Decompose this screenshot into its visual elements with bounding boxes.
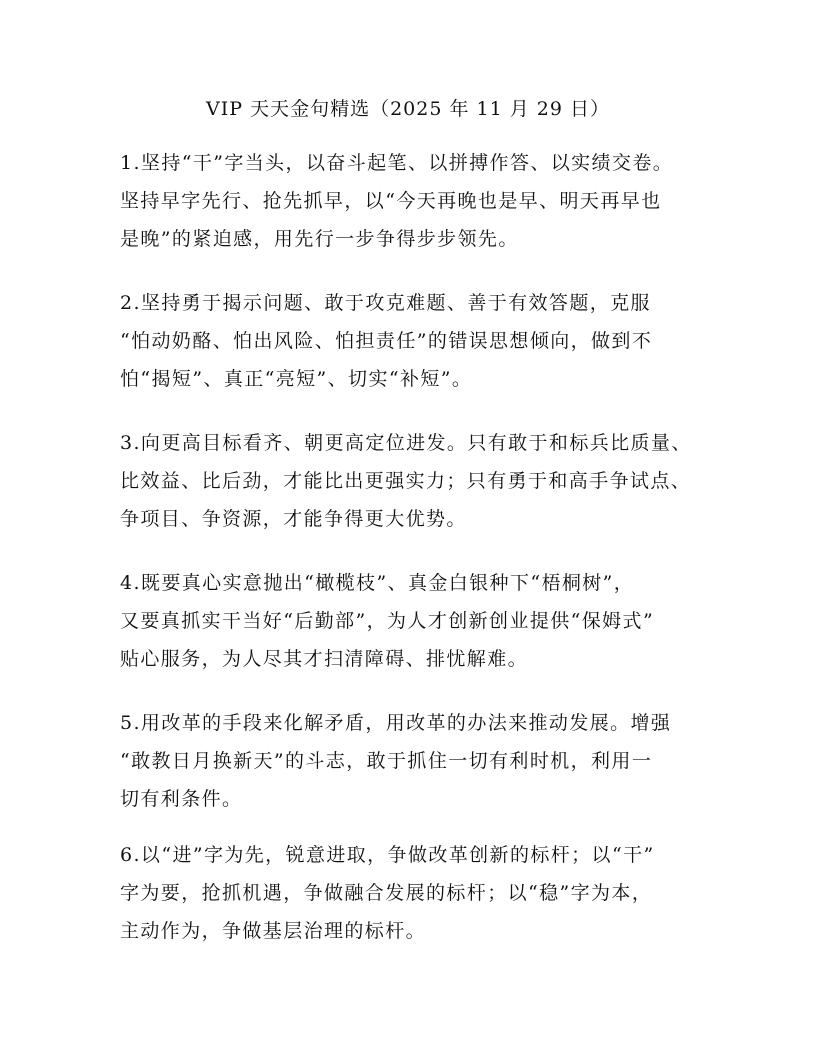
paragraph-line: 3.向更高目标看齐、朝更高定位进发。只有敢于和标兵比质量、 [120, 432, 692, 454]
paragraph-line: 5.用改革的手段来化解矛盾，用改革的办法来推动发展。增强 [120, 712, 672, 734]
paragraph-line: “敢教日月换新天”的斗志，敢于抓住一切有利时机，利用一 [120, 750, 653, 772]
quote-paragraph-2 [120, 284, 720, 398]
paragraph-line: 怕“揭短”、真正“亮短”、切实“补短”。 [120, 368, 473, 390]
paragraph-line: 又要真抓实干当好“后勤部”，为人才创新创业提供“保姆式” [120, 610, 655, 632]
paragraph-line: 坚持早字先行、抢先抓早，以“今天再晚也是早、明天再早也 [120, 190, 662, 212]
paragraph-line: “怕动奶酪、怕出风险、怕担责任”的错误思想倾向，做到不 [120, 330, 653, 352]
paragraph-line: 4.既要真心实意抛出“橄榄枝”、真金白银种下“梧桐树”， [120, 572, 635, 594]
paragraph-line: 字为要，抢抓机遇，争做融合发展的标杆；以“稳”字为本， [120, 882, 653, 904]
paragraph-line: 切有利条件。 [120, 788, 243, 810]
paragraph-line: 主动作为，争做基层治理的标杆。 [120, 920, 427, 942]
quote-paragraph-6 [120, 836, 720, 950]
quote-paragraph-5 [120, 704, 720, 818]
quote-paragraph-3 [120, 424, 720, 538]
paragraph-line: 6.以“进”字为先，锐意进取，争做改革创新的标杆；以“干” [120, 844, 655, 866]
paragraph-line: 是晚”的紧迫感，用先行一步争得步步领先。 [120, 228, 519, 250]
quote-paragraph-1 [120, 144, 720, 258]
quote-paragraph-4 [120, 564, 720, 678]
document-title: VIP 天天金句精选（2025 年 11 月 29 日） [206, 98, 610, 120]
paragraph-line: 2.坚持勇于揭示问题、敢于攻克难题、善于有效答题，克服 [120, 292, 651, 314]
paragraph-line: 贴心服务，为人尽其才扫清障碍、排忧解难。 [120, 648, 529, 670]
paragraph-line: 1.坚持“干”字当头，以奋斗起笔、以拼搏作答、以实绩交卷。 [120, 152, 674, 174]
paragraph-line: 比效益、比后劲，才能比出更强实力；只有勇于和高手争试点、 [120, 470, 692, 492]
paragraph-line: 争项目、争资源，才能争得更大优势。 [120, 508, 467, 530]
